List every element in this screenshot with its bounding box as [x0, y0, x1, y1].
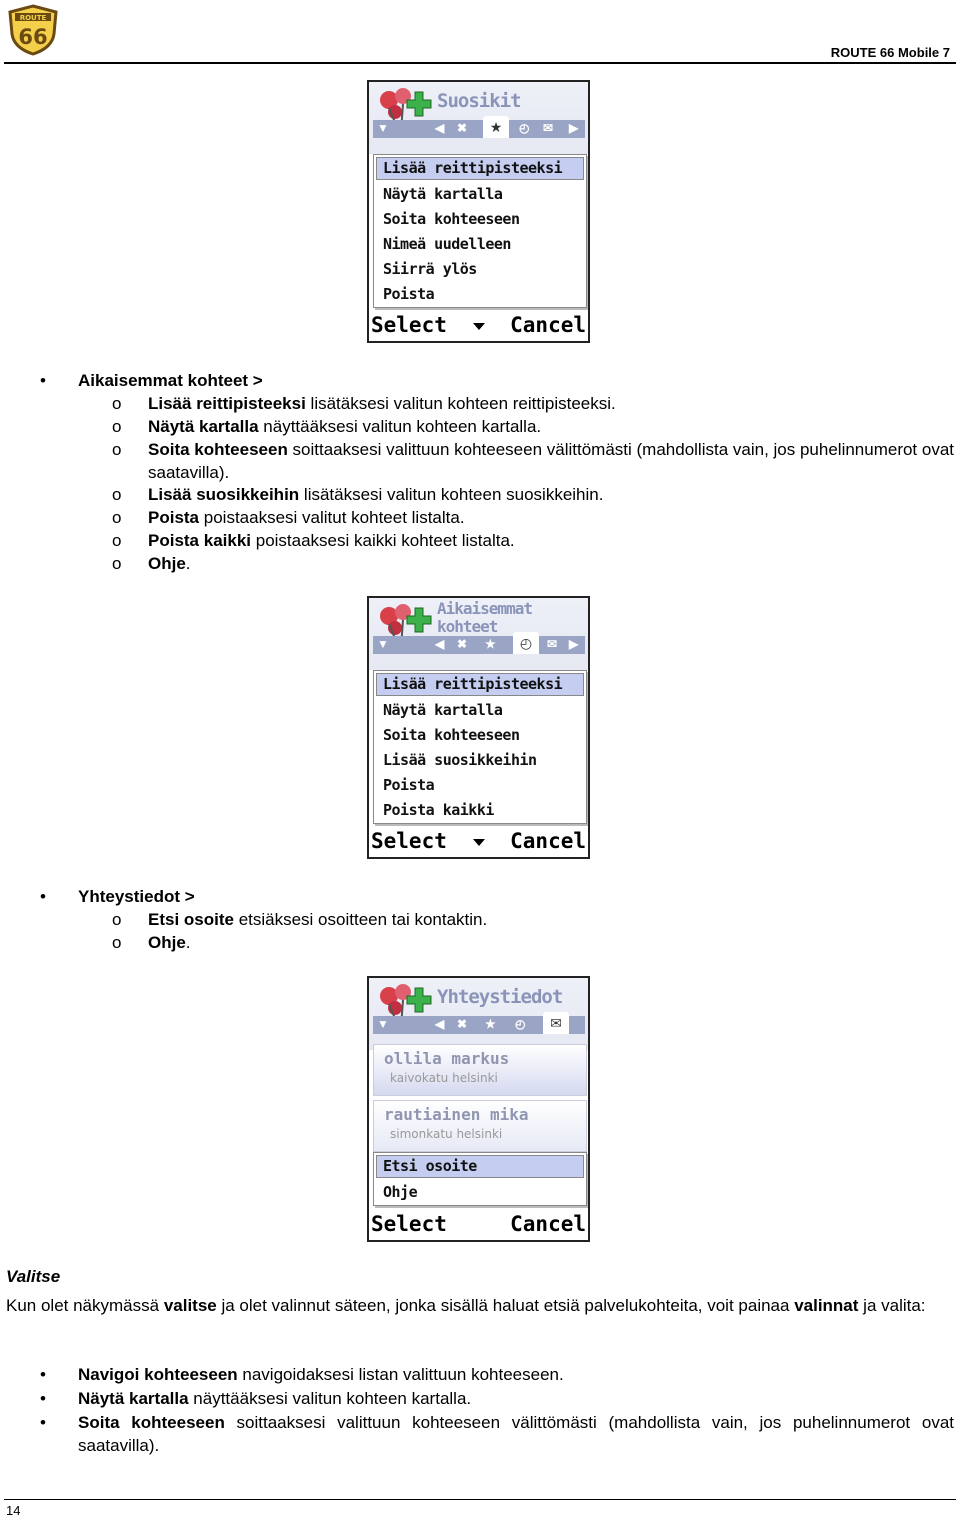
- sub-bullet: o: [112, 933, 122, 952]
- softkey-bar: [369, 311, 588, 341]
- tab-history-icon[interactable]: ◴: [519, 121, 530, 135]
- select-softkey[interactable]: Select: [371, 829, 447, 853]
- tab-left-arrow-icon[interactable]: ◀: [435, 637, 445, 651]
- screen-header: [369, 82, 588, 154]
- bullet-dot: •: [40, 371, 46, 390]
- menu-item[interactable]: Poista kaikki: [383, 801, 494, 819]
- menu-item[interactable]: Näytä kartalla: [383, 185, 503, 203]
- phone-screen-suosikit: [367, 80, 590, 343]
- tab-history-icon[interactable]: ◴: [515, 1017, 526, 1031]
- options-menu: [373, 670, 587, 824]
- tab-favorites-star-icon[interactable]: ★: [485, 637, 496, 651]
- menu-item[interactable]: Poista: [383, 285, 435, 303]
- select-softkey[interactable]: Select: [371, 1212, 447, 1236]
- tab-left-arrow-icon[interactable]: ◀: [435, 1017, 445, 1031]
- sub-bullet: o: [112, 440, 122, 459]
- cancel-softkey[interactable]: Cancel: [510, 313, 586, 337]
- list-item: Ohje.: [148, 933, 191, 952]
- svg-text:ROUTE: ROUTE: [19, 14, 47, 22]
- options-menu: [373, 1152, 587, 1206]
- cancel-softkey[interactable]: Cancel: [510, 829, 586, 853]
- page-number: 14: [6, 1503, 21, 1518]
- sub-bullet: o: [112, 910, 122, 929]
- menu-item[interactable]: Poista: [383, 776, 435, 794]
- list-item: Näytä kartalla näyttääksesi valitun kohteen kartalla.: [78, 1389, 472, 1408]
- sub-bullet: o: [112, 394, 122, 413]
- list-item: Poista kaikki poistaaksesi kaikki kohteet listalta.: [148, 531, 515, 550]
- menu-item[interactable]: Näytä kartalla: [383, 701, 503, 719]
- screen-title-line1: Aikaisemmat: [437, 599, 532, 618]
- header-rule: [4, 62, 956, 64]
- screen-title-line2: kohteet: [437, 617, 498, 636]
- list-item: Navigoi kohteeseen navigoidaksesi listan valittuun kohteeseen.: [78, 1365, 564, 1384]
- list-item: Poista poistaaksesi valitut kohteet listalta.: [148, 508, 465, 527]
- sub-bullet: o: [112, 554, 122, 573]
- menu-item[interactable]: Lisää reittipisteeksi: [376, 673, 584, 696]
- menu-item[interactable]: Lisää suosikkeihin: [383, 751, 537, 769]
- scroll-down-icon: [473, 839, 485, 846]
- tab-left-arrow-icon[interactable]: ◀: [435, 121, 445, 135]
- bullet-dot: •: [40, 887, 46, 906]
- tab-right-arrow-icon[interactable]: ▶: [569, 121, 579, 135]
- list-item: Näytä kartalla näyttääksesi valitun kohteen kartalla.: [148, 417, 542, 436]
- menu-item[interactable]: Lisää reittipisteeksi: [376, 157, 584, 180]
- tab-bar[interactable]: [373, 120, 585, 138]
- tab-mail-icon[interactable]: ✉: [547, 637, 558, 651]
- screen-title: Yhteystiedot: [437, 986, 563, 1008]
- tab-right-arrow-icon[interactable]: ▶: [569, 637, 579, 651]
- sub-bullet: o: [112, 531, 122, 550]
- list-item: Soita kohteeseen soittaaksesi valittuun kohteeseen välittömästi (mahdollista vain, jos puhelinnumerot ovat saatavilla).: [148, 440, 955, 482]
- select-softkey[interactable]: Select: [371, 313, 447, 337]
- paragraph: Kun olet näkymässä valitse ja olet valinnut säteen, jonka sisällä haluat etsiä palvelukohteita, voit painaa valinnat ja valita:: [6, 1296, 926, 1315]
- tab-close-icon[interactable]: ✖: [457, 1017, 468, 1031]
- bullet-dot: •: [40, 1389, 46, 1408]
- signal-icon: ▼: [377, 1017, 389, 1031]
- tab-bar[interactable]: [373, 1016, 585, 1034]
- scroll-down-icon: [473, 323, 485, 330]
- menu-item[interactable]: Nimeä uudelleen: [383, 235, 511, 253]
- contact-name: ollila markus: [384, 1049, 510, 1068]
- contact-address: simonkatu helsinki: [390, 1127, 503, 1141]
- tab-close-icon[interactable]: ✖: [457, 637, 468, 651]
- section-heading: Valitse: [6, 1267, 61, 1286]
- list-item: Lisää suosikkeihin lisätäksesi valitun kohteen suosikkeihin.: [148, 485, 604, 504]
- menu-item[interactable]: Etsi osoite: [376, 1155, 584, 1178]
- sub-bullet: o: [112, 485, 122, 504]
- menu-item[interactable]: Soita kohteeseen: [383, 726, 520, 744]
- list-item: Ohje.: [148, 554, 191, 573]
- footer-rule: [4, 1499, 956, 1500]
- tab-favorites-star-icon[interactable]: ★: [483, 116, 509, 138]
- svg-text:66: 66: [18, 25, 48, 49]
- contact-address: kaivokatu helsinki: [390, 1071, 498, 1085]
- route66-logo: [6, 4, 60, 56]
- contact-name: rautiainen mika: [384, 1105, 529, 1124]
- tab-mail-icon[interactable]: ✉: [543, 1012, 569, 1034]
- phone-screen-yhteystiedot: [367, 976, 590, 1242]
- list-item: Soita kohteeseen soittaaksesi valittuun kohteeseen välittömästi (mahdollista vain, jos puhelinnumerot ovat saatavilla).: [78, 1413, 955, 1455]
- softkey-bar: [369, 827, 588, 857]
- section-heading: Yhteystiedot >: [78, 887, 195, 906]
- contact-row[interactable]: [373, 1044, 587, 1096]
- sub-bullet: o: [112, 508, 122, 527]
- signal-icon: ▼: [377, 121, 389, 135]
- tab-close-icon[interactable]: ✖: [457, 121, 468, 135]
- menu-item[interactable]: Siirrä ylös: [383, 260, 477, 278]
- list-item: Etsi osoite etsiäksesi osoitteen tai kontaktin.: [148, 910, 488, 929]
- list-item: Lisää reittipisteeksi lisätäksesi valitun kohteen reittipisteeksi.: [148, 394, 616, 413]
- options-menu: [373, 154, 587, 308]
- bullet-dot: •: [40, 1365, 46, 1384]
- bullet-dot: •: [40, 1413, 46, 1432]
- tab-favorites-star-icon[interactable]: ★: [485, 1017, 496, 1031]
- softkey-bar: [369, 1210, 588, 1240]
- tab-history-icon[interactable]: ◴: [513, 632, 539, 654]
- cancel-softkey[interactable]: Cancel: [510, 1212, 586, 1236]
- header-title: ROUTE 66 Mobile 7: [830, 45, 950, 60]
- tab-mail-icon[interactable]: ✉: [543, 121, 554, 135]
- menu-item[interactable]: Ohje: [383, 1183, 418, 1201]
- menu-item[interactable]: Soita kohteeseen: [383, 210, 520, 228]
- contact-row[interactable]: [373, 1100, 587, 1152]
- signal-icon: ▼: [377, 637, 389, 651]
- phone-screen-aikaisemmat: [367, 596, 590, 859]
- sub-bullet: o: [112, 417, 122, 436]
- section-heading: Aikaisemmat kohteet >: [78, 371, 263, 390]
- screen-header: [369, 978, 588, 1050]
- screen-header: [369, 598, 588, 670]
- screen-title: Suosikit: [437, 90, 521, 112]
- tab-bar[interactable]: [373, 636, 585, 654]
